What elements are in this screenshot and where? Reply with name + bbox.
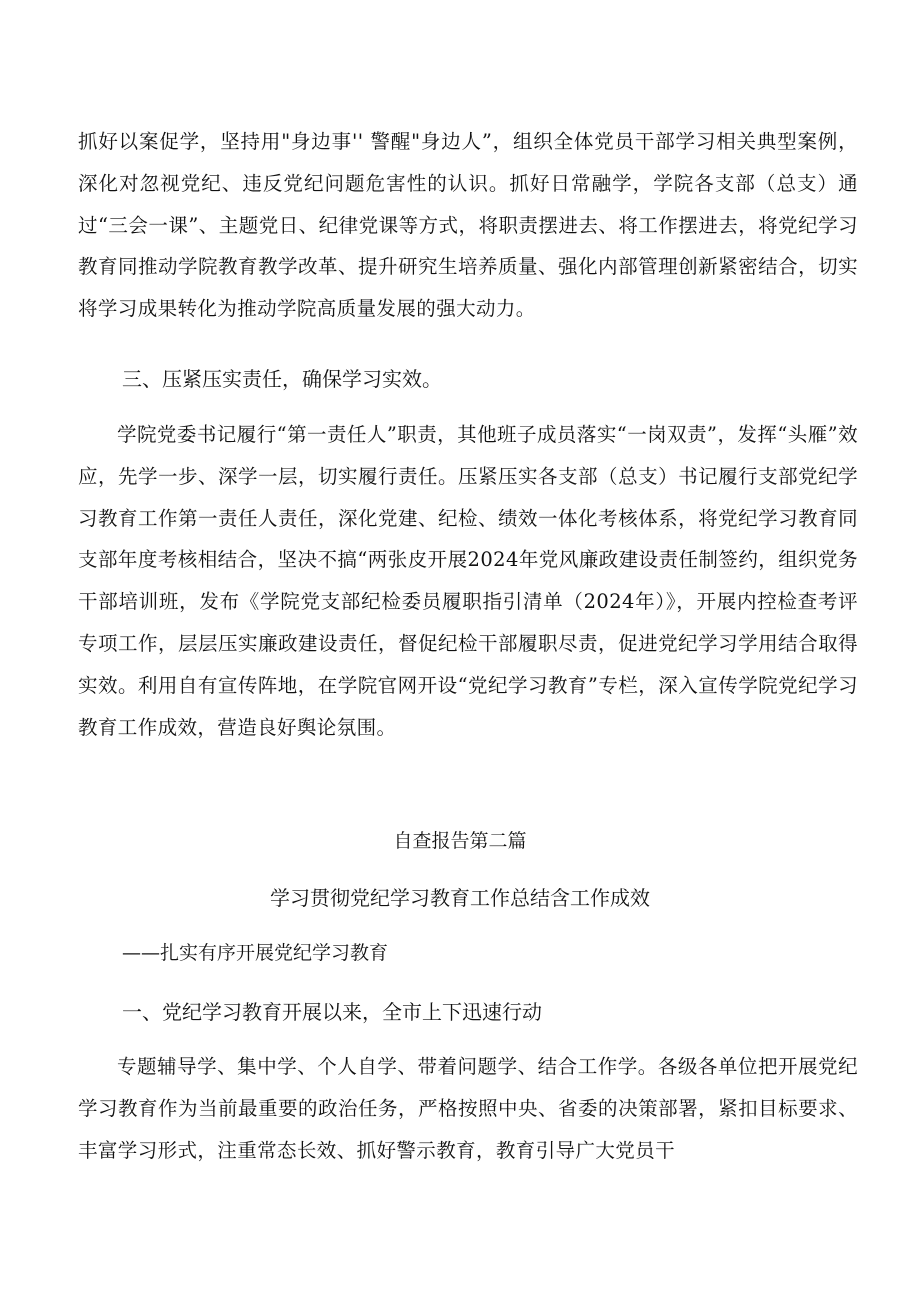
- document-subtitle: ——扎实有序开展党纪学习教育: [122, 942, 389, 964]
- heading-section-three: 三、压紧压实责任，确保学习实效。: [122, 367, 442, 391]
- heading-section-one: 一、党纪学习教育开展以来，全市上下迅速行动: [122, 1000, 542, 1024]
- document-title: 学习贯彻党纪学习教育工作总结含工作成效: [270, 886, 650, 910]
- section-label: 自查报告第二篇: [393, 830, 527, 852]
- paragraph-study-cases: 抓好以案促学，坚持用"身边事'' 警醒"身边人”，组织全体党员干部学习相关典型案例，深化对忽视党纪、违反党纪问题危害性的认识。抓好日常融学，学院各支部（总支）通过“三会一课”、主题党日、纪律党课等方式，将职责摆进去、将工作摆进去，将党纪学习教育同推动学院教育教学改革、提升研究生培养质量、强化内部管理创新紧密结合，切实将学习成果转化为推动学院高质量发展的强大动力。: [78, 130, 858, 321]
- paragraph-responsibility: 学院党委书记履行“第一责任人”职责，其他班子成员落实“一岗双责”，发挥“头雁”效应，先学一步、深学一层，切实履行责任。压紧压实各支部（总支）书记履行支部党纪学习教育工作第一责任人责任，深化党建、纪检、绩效一体化考核体系，将党纪学习教育同支部年度考核相结合，坚决不搞“两张皮开展2024年党风廉政建设责任制签约，组织党务干部培训班，发布《学院党支部纪检委员履职指引清单（2024年）》，开展内控检查考评专项工作，层层压实廉政建设责任，督促纪检干部履职尽责，促进党纪学习学用结合取得实效。利用自有宣传阵地，在学院官网开设“党纪学习教育”专栏，深入宣传学院党纪学习教育工作成效，营造良好舆论氛围。: [78, 423, 858, 739]
- paragraph-action: 专题辅导学、集中学、个人自学、带着问题学、结合工作学。各级各单位把开展党纪学习教育作为当前最重要的政治任务，严格按照中央、省委的决策部署，紧扣目标要求、丰富学习形式，注重常态长效、抓好警示教育，教育引导广大党员干: [78, 1055, 858, 1162]
